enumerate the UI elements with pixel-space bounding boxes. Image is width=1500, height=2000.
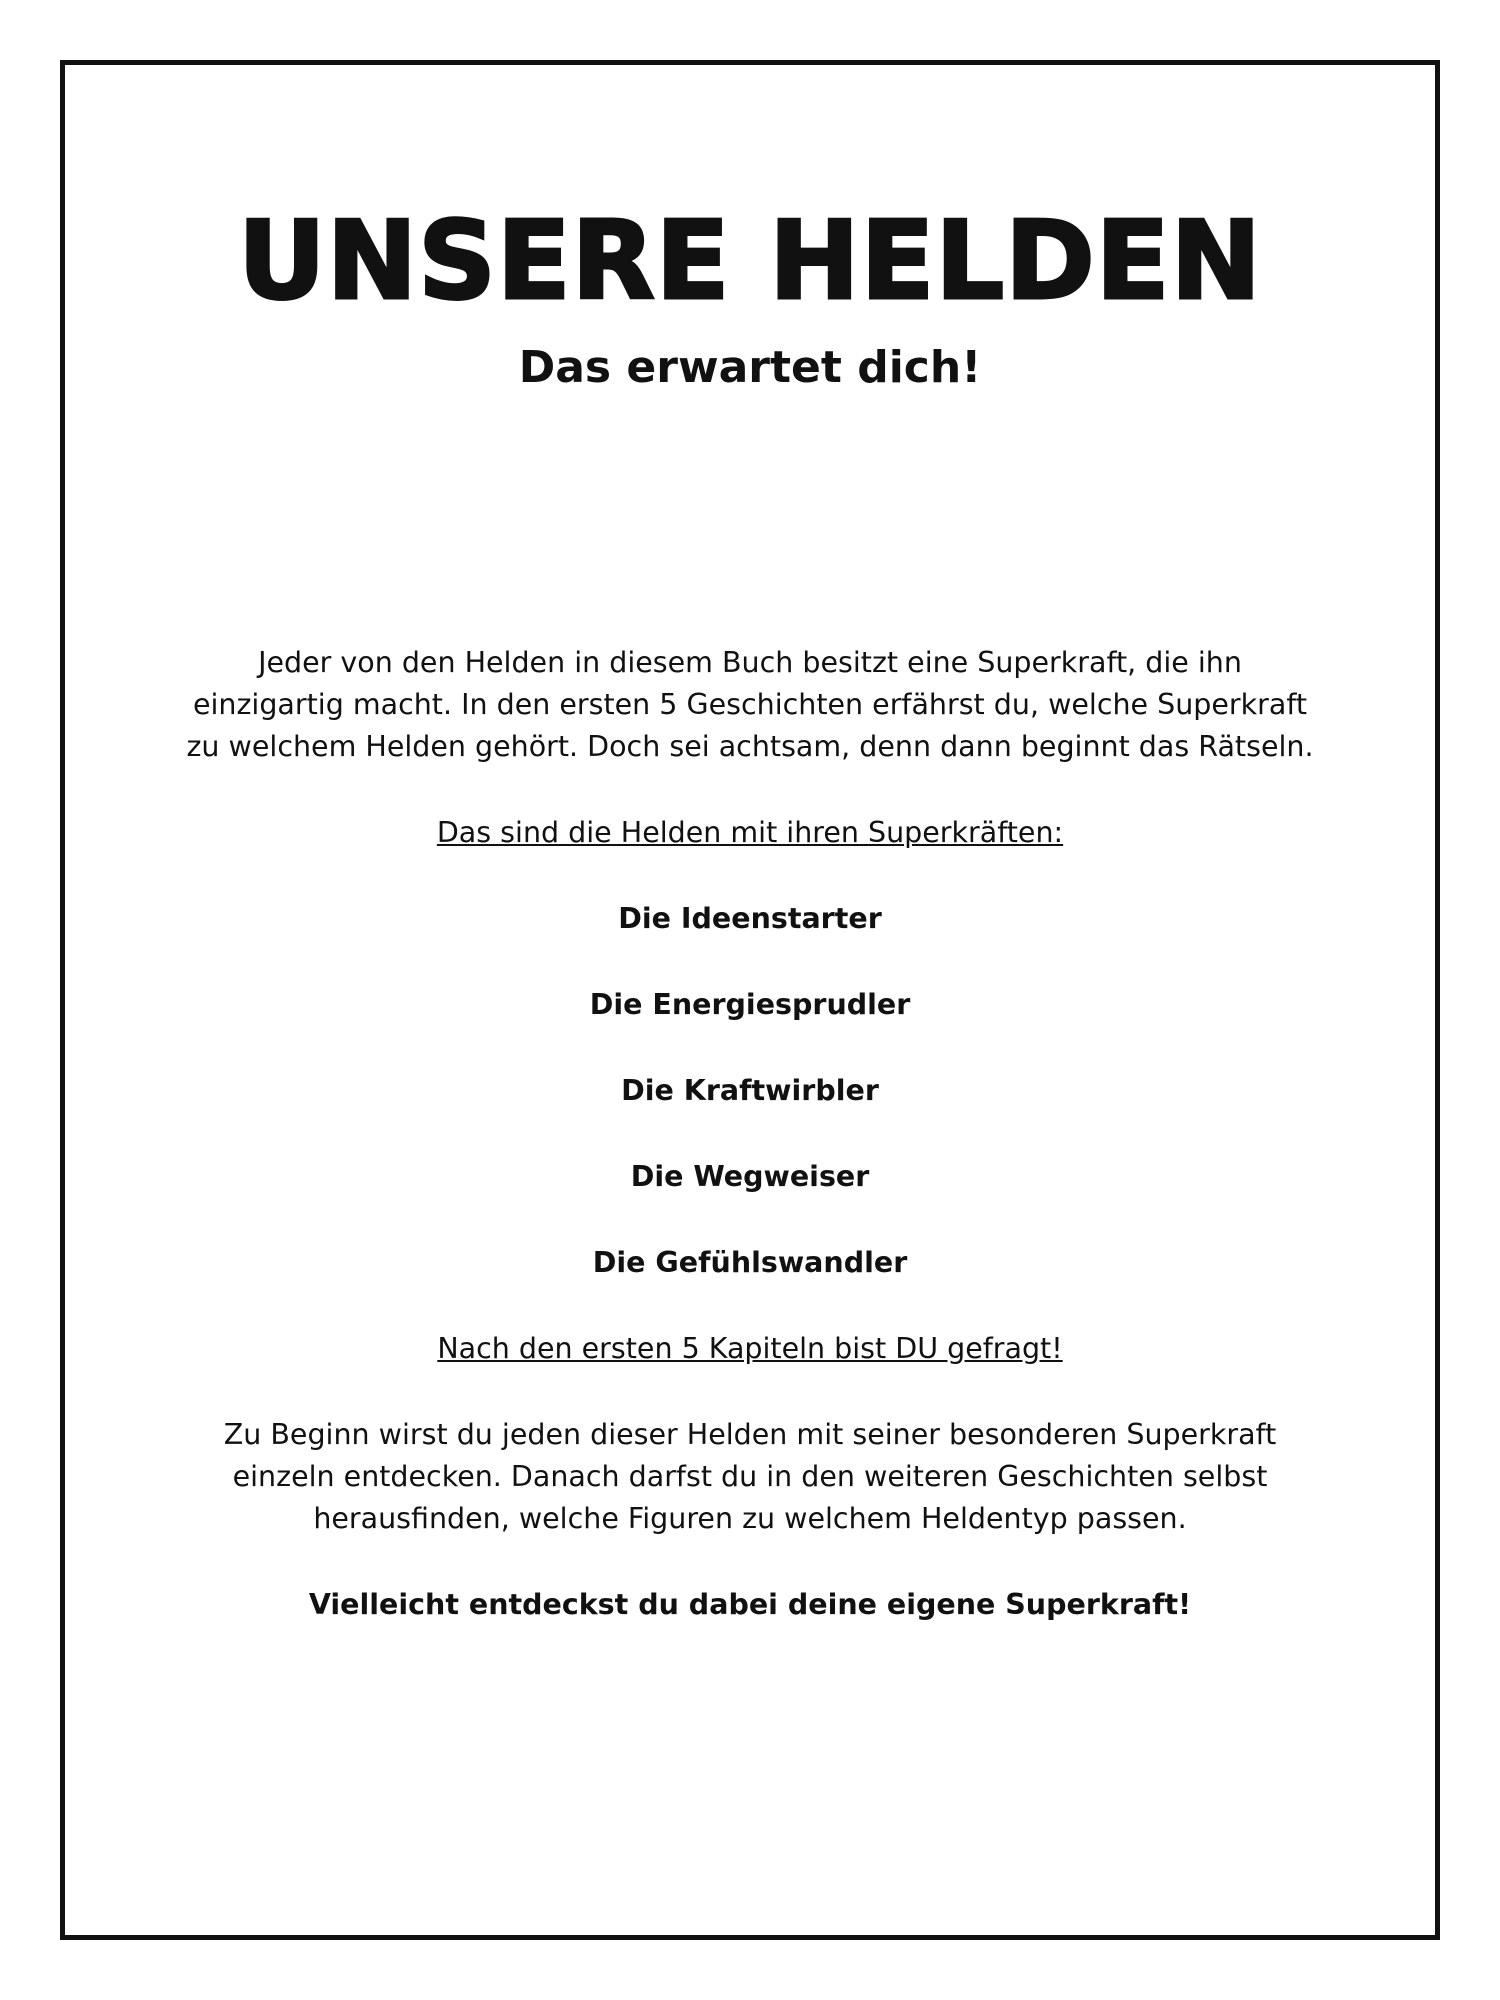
intro-line: einzigartig macht. In den ersten 5 Geschichten erfährst du, welche Superkraft [192, 688, 1308, 721]
hero-item-energiesprudler: Die Energiesprudler [589, 988, 911, 1021]
chapter-note: Nach den ersten 5 Kapiteln bist DU gefragt! [437, 1332, 1063, 1365]
heroes-heading: Das sind die Helden mit ihren Superkräften: [436, 816, 1064, 849]
outro-line: Zu Beginn wirst du jeden dieser Helden mit seiner besonderen Superkraft [223, 1418, 1277, 1451]
outro-line: herausfinden, welche Figuren zu welchem Heldentyp passen. [313, 1502, 1187, 1535]
outro-line: einzeln entdecken. Danach darfst du in den weiteren Geschichten selbst [232, 1460, 1268, 1493]
outro-paragraph [150, 1414, 1350, 1540]
hero-item-ideenstarter: Die Ideenstarter [618, 902, 882, 935]
hero-item-kraftwirbler: Die Kraftwirbler [621, 1074, 879, 1107]
intro-paragraph [150, 642, 1350, 768]
page-subtitle: Das erwartet dich! [518, 342, 982, 393]
intro-line: zu welchem Helden gehört. Doch sei achtsam, denn dann beginnt das Rätseln. [186, 730, 1314, 763]
hero-item-wegweiser: Die Wegweiser [630, 1160, 870, 1193]
intro-line: Jeder von den Helden in diesem Buch besitzt eine Superkraft, die ihn [258, 646, 1242, 679]
closing-line: Vielleicht entdeckst du dabei deine eigene Superkraft! [308, 1588, 1192, 1621]
page-title: UNSERE HELDEN [238, 199, 1262, 324]
hero-item-gefuehlswandler: Die Gefühlswandler [592, 1246, 908, 1279]
